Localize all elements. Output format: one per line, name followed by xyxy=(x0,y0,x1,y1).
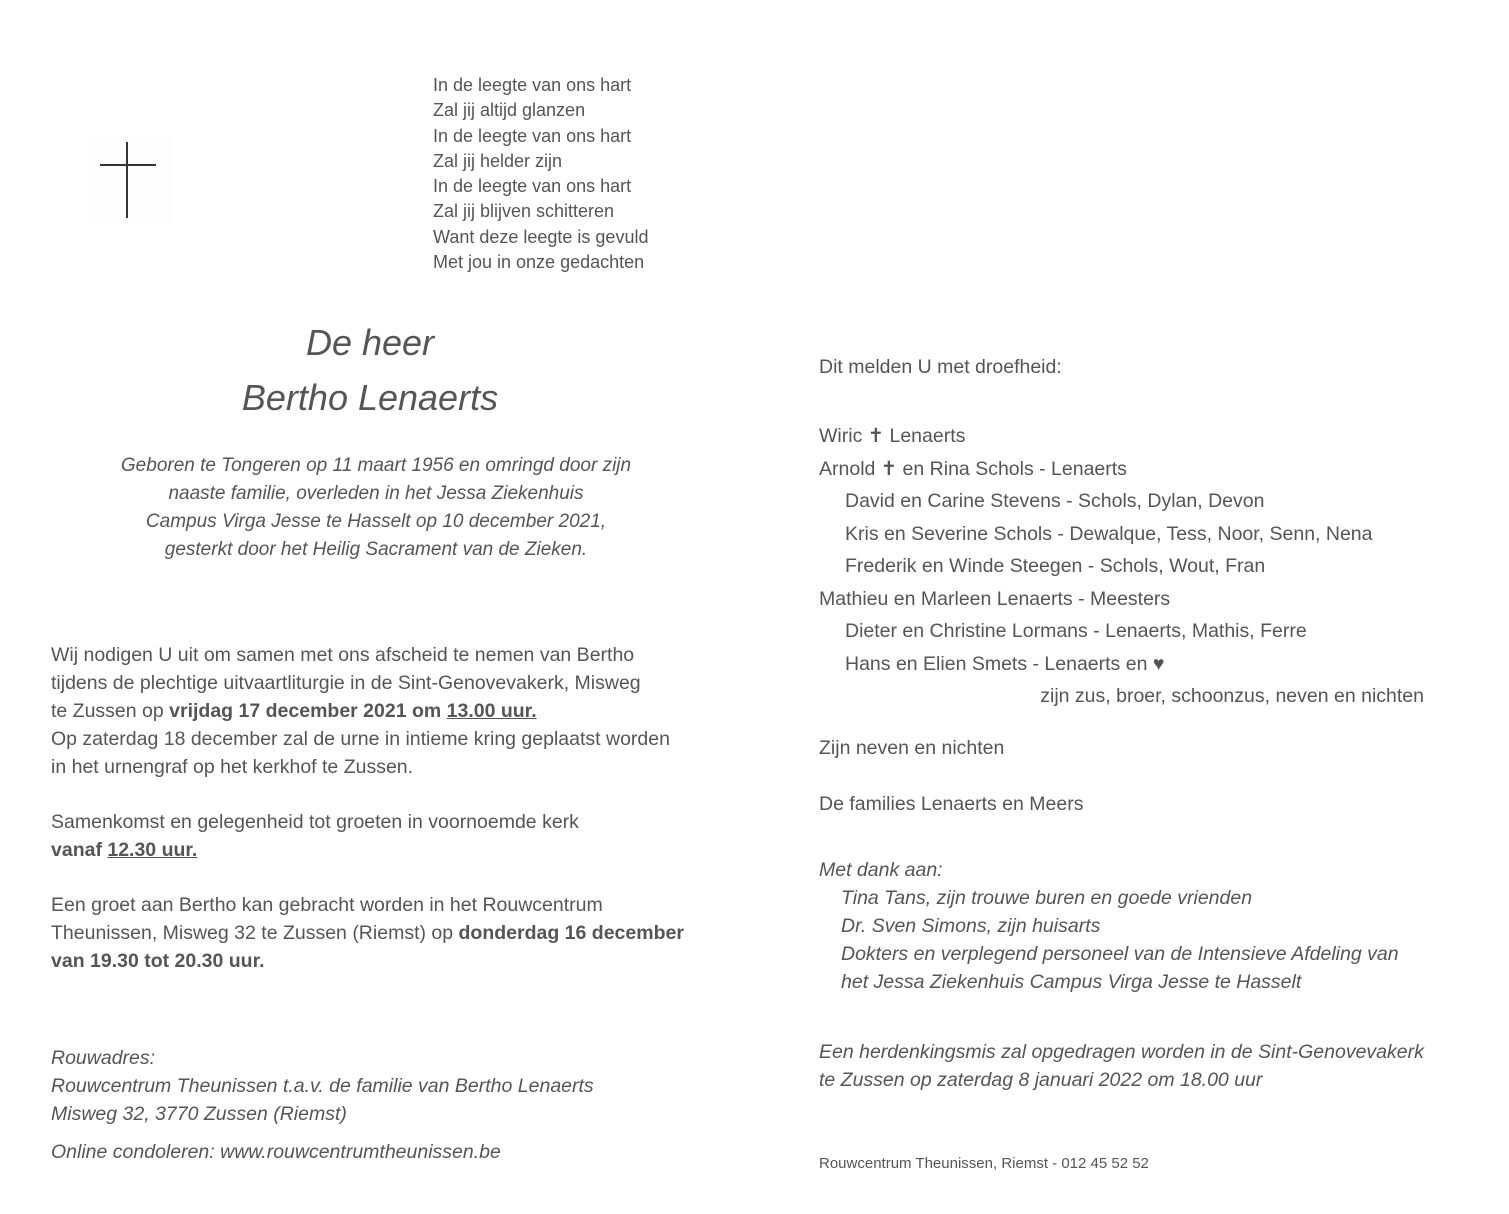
invitation-line: Op zaterdag 18 december zal de urne in intieme kring geplaatst worden xyxy=(51,728,670,750)
family-member: David en Carine Stevens - Schols, Dylan, Devon xyxy=(845,490,1265,512)
funeral-invitation xyxy=(51,641,751,781)
cross-icon xyxy=(86,136,172,224)
family-member xyxy=(819,453,1439,486)
invitation-line: Wij nodigen U uit om samen met ons afscheid te nemen van Bertho xyxy=(51,644,635,666)
thanks-line: het Jessa Ziekenhuis Campus Virga Jesse te Hasselt xyxy=(841,971,1302,993)
poem-line: Zal jij altijd glanzen xyxy=(433,100,586,121)
poem-line: In de leegte van ons hart xyxy=(433,176,632,197)
family-name: Hans en Elien Smets - Lenaerts en xyxy=(845,652,1153,675)
family-relation: zijn zus, broer, schoonzus, neven en nichten xyxy=(1040,685,1424,707)
memorial-mass xyxy=(819,1038,1479,1094)
family-member xyxy=(819,420,1439,453)
thanks-label: Met dank aan: xyxy=(819,859,943,881)
gathering-line xyxy=(51,836,751,864)
family-member: Kris en Severine Schols - Dewalque, Tess, Noor, Senn, Nena xyxy=(845,522,1373,545)
poem-line: Want deze leegte is gevuld xyxy=(433,226,649,247)
thanks-line: Tina Tans, zijn trouwe buren en goede vrienden xyxy=(841,887,1253,909)
birth-line: Geboren te Tongeren op 11 maart 1956 en omringd door zijn xyxy=(120,455,632,476)
greeting-line xyxy=(51,919,751,947)
poem-line: Zal jij blijven schitteren xyxy=(433,201,615,222)
invitation-line xyxy=(51,697,751,725)
mass-line: te Zussen op zaterdag 8 januari 2022 om 18.00 uur xyxy=(819,1069,1263,1091)
invitation-text: te Zussen op xyxy=(51,700,170,722)
mourning-address xyxy=(51,1044,594,1128)
poem-line: In de leegte van ons hart xyxy=(433,125,632,146)
thanks-line: Dokters en verplegend personeel van de Intensieve Afdeling van xyxy=(841,943,1399,965)
invitation-line: tijdens de plechtige uitvaartliturgie in de Sint-Genovevakerk, Misweg xyxy=(51,672,641,694)
deceased-name: Bertho Lenaerts xyxy=(241,377,499,418)
greeting-date: donderdag 16 december xyxy=(458,922,684,944)
heart-icon: ♥ xyxy=(1152,652,1165,675)
families-line: De families Lenaerts en Meers xyxy=(819,793,1084,815)
family-member: Dieter en Christine Lormans - Lenaerts, Mathis, Ferre xyxy=(845,620,1307,642)
gathering-from: vanaf xyxy=(51,839,108,861)
title-salutation: De heer xyxy=(305,322,435,363)
family-member: Frederik en Winde Steegen - Schols, Wout, Fran xyxy=(845,555,1266,577)
poem-line: Met jou in onze gedachten xyxy=(433,252,645,273)
birth-line: gesterkt door het Heilig Sacrament van de Zieken. xyxy=(164,539,588,560)
invitation-line: in het urnengraf op het kerkhof te Zussen. xyxy=(51,756,414,778)
poem xyxy=(433,73,648,275)
announcement-intro: Dit melden U met droefheid: xyxy=(819,356,1062,378)
greeting-text: Theunissen, Misweg 32 te Zussen (Riemst) op xyxy=(51,922,459,944)
family-name: Lenaerts xyxy=(884,425,966,447)
family-member xyxy=(819,648,1439,681)
family-name: en Rina Schols - Lenaerts xyxy=(897,457,1127,480)
birth-line: naaste familie, overleden in het Jessa Ziekenhuis xyxy=(168,483,584,504)
greeting-info xyxy=(51,891,751,975)
mass-line: Een herdenkingsmis zal opgedragen worden in de Sint-Genovevakerk xyxy=(819,1041,1424,1063)
poem-line: Zal jij helder zijn xyxy=(433,150,563,171)
greeting-line: Een groet aan Bertho kan gebracht worden in het Rouwcentrum xyxy=(51,894,603,916)
gathering-info xyxy=(51,808,751,864)
greeting-time: van 19.30 tot 20.30 uur. xyxy=(51,950,265,972)
gathering-line: Samenkomst en gelegenheid tot groeten in voornoemde kerk xyxy=(51,811,579,833)
address-label: Rouwadres: xyxy=(51,1047,156,1069)
poem-line: In de leegte van ons hart xyxy=(433,75,632,95)
footer-contact: Rouwcentrum Theunissen, Riemst - 012 45 52 52 xyxy=(819,1155,1149,1172)
family-member: Mathieu en Marleen Lenaerts - Meesters xyxy=(819,587,1171,610)
address-line: Rouwcentrum Theunissen t.a.v. de familie van Bertho Lenaerts xyxy=(51,1075,594,1097)
cross-vertical-bar xyxy=(126,142,128,218)
birth-line: Campus Virga Jesse te Hasselt op 10 december 2021, xyxy=(145,511,607,532)
address-line: Misweg 32, 3770 Zussen (Riemst) xyxy=(51,1103,347,1125)
family-name: Arnold xyxy=(819,457,881,480)
thanks-section xyxy=(819,856,1399,996)
nephews-nieces: Zijn neven en nichten xyxy=(819,737,1005,759)
thanks-line: Dr. Sven Simons, zijn huisarts xyxy=(841,915,1101,937)
funeral-date: vrijdag 17 december 2021 om xyxy=(169,700,447,722)
gathering-time: 12.30 uur. xyxy=(107,839,198,861)
online-condolence-link[interactable]: Online condoleren: www.rouwcentrumtheunissen.be xyxy=(51,1141,501,1163)
family-name: Wiric xyxy=(819,425,868,447)
funeral-time: 13.00 uur. xyxy=(446,700,537,722)
birth-death-info xyxy=(60,452,692,564)
cross-horizontal-bar xyxy=(100,164,156,166)
cross-icon: ✝ xyxy=(867,425,885,447)
cross-icon: ✝ xyxy=(880,457,898,480)
family-list xyxy=(819,420,1439,713)
